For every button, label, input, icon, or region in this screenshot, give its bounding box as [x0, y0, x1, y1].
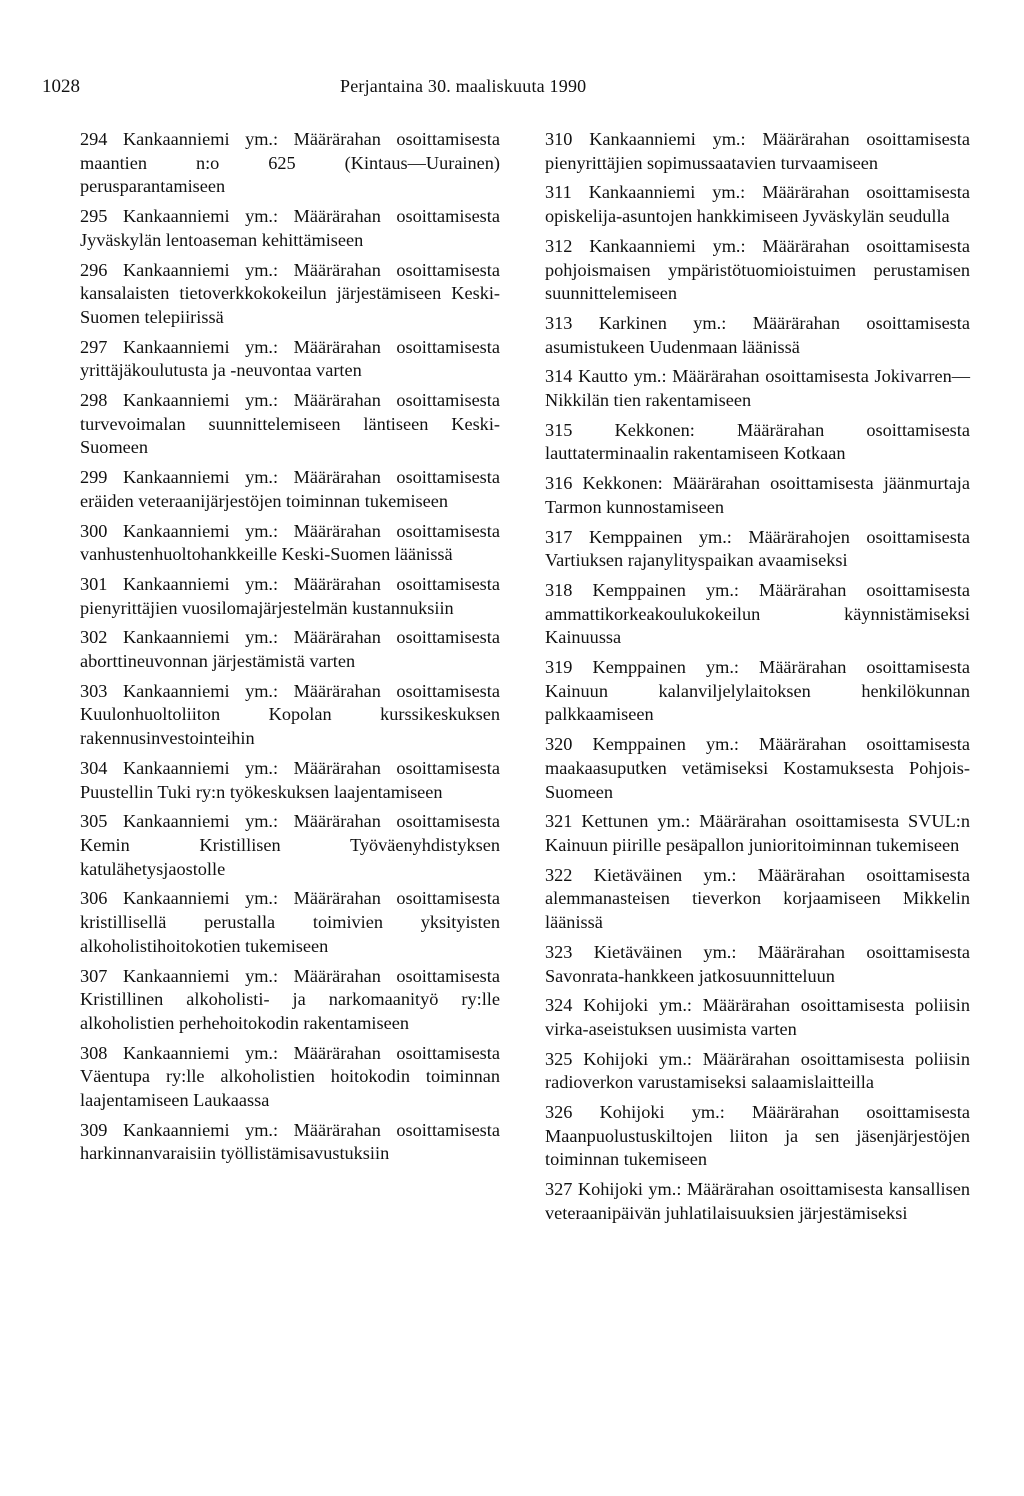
right-column — [545, 128, 970, 1232]
list-item: 301 Kankaanniemi ym.: Määrärahan osoittamisesta pienyrittäjien vuosilomajärjestelmän kustannuksiin — [80, 573, 500, 618]
list-item: 309 Kankaanniemi ym.: Määrärahan osoittamisesta harkinnanvaraisiin työllistämisavustuksiin — [80, 1119, 500, 1164]
list-item: 299 Kankaanniemi ym.: Määrärahan osoittamisesta eräiden veteraanijärjestöjen toiminnan tukemiseen — [80, 467, 500, 511]
list-item: 313 Karkinen ym.: Määrärahan osoittamisesta asumistukeen Uudenmaan läänissä — [545, 312, 970, 357]
list-item: 310 Kankaanniemi ym.: Määrärahan osoittamisesta pienyrittäjien sopimussaatavien turvaamiseen — [545, 129, 970, 173]
list-item: 327 Kohijoki ym.: Määrärahan osoittamisesta kansallisen veteraanipäivän juhlatilaisuuksien järjestämiseksi — [545, 1179, 970, 1223]
list-item: 315 Kekkonen: Määrärahan osoittamisesta lauttaterminaalin rakentamiseen Kotkaan — [545, 419, 970, 464]
list-item: 316 Kekkonen: Määrärahan osoittamisesta jäänmurtaja Tarmon kunnostamiseen — [545, 473, 970, 517]
list-item: 323 Kietäväinen ym.: Määrärahan osoittamisesta Savonrata-hankkeen jatkosuunnitteluun — [545, 941, 970, 986]
list-item: 312 Kankaanniemi ym.: Määrärahan osoittamisesta pohjoismaisen ympäristötuomioistuimen perustamisen suunnittelemiseen — [545, 235, 970, 304]
list-item: 304 Kankaanniemi ym.: Määrärahan osoittamisesta Puustellin Tuki ry:n työkeskuksen laajentamiseen — [80, 757, 500, 802]
list-item: 318 Kemppainen ym.: Määrärahan osoittamisesta ammattikorkeakoulukokeilun käynnistämiseksi Kainuussa — [545, 579, 970, 648]
list-item: 295 Kankaanniemi ym.: Määrärahan osoittamisesta Jyväskylän lentoaseman kehittämiseen — [80, 206, 500, 250]
list-item: 297 Kankaanniemi ym.: Määrärahan osoittamisesta yrittäjäkoulutusta ja -neuvontaa varten — [80, 336, 500, 381]
list-item: 298 Kankaanniemi ym.: Määrärahan osoittamisesta turvevoimalan suunnittelemiseen läntiseen Keski-Suomeen — [80, 390, 500, 458]
list-item: 314 Kautto ym.: Määrärahan osoittamisesta Jokivarren—Nikkilän tien rakentamiseen — [545, 366, 970, 411]
list-item: 321 Kettunen ym.: Määrärahan osoittamisesta SVUL:n Kainuun piirille pesäpallon junioritoiminnan tukemiseen — [545, 811, 970, 855]
list-item: 324 Kohijoki ym.: Määrärahan osoittamisesta poliisin virka-aseistuksen uusimista varten — [545, 995, 970, 1039]
list-item: 300 Kankaanniemi ym.: Määrärahan osoittamisesta vanhustenhuoltohankkeille Keski-Suomen läänissä — [80, 520, 500, 565]
list-item: 305 Kankaanniemi ym.: Määrärahan osoittamisesta Kemin Kristillisen Työväenyhdistyksen katulähetysjaostolle — [80, 811, 500, 879]
list-item: 306 Kankaanniemi ym.: Määrärahan osoittamisesta kristillisellä perustalla toimivien yksityisten alkoholistihoitokotien tukemiseen — [80, 888, 500, 956]
list-item: 307 Kankaanniemi ym.: Määrärahan osoittamisesta Kristillinen alkoholisti- ja narkomaanityö ry:lle alkoholistien perhehoitokodin rakentamiseen — [80, 965, 500, 1033]
list-item: 296 Kankaanniemi ym.: Määrärahan osoittamisesta kansalaisten tietoverkkokokeilun järjestämiseen Keski-Suomen telepiirissä — [80, 259, 500, 327]
list-item: 294 Kankaanniemi ym.: Määrärahan osoittamisesta maantien n:o 625 (Kintaus—Uurainen) perusparantamiseen — [80, 129, 500, 197]
page-number: 1028 — [42, 76, 80, 97]
list-item: 325 Kohijoki ym.: Määrärahan osoittamisesta poliisin radioverkon varustamiseksi salaamislaitteilla — [545, 1048, 970, 1093]
list-item: 317 Kemppainen ym.: Määrärahojen osoittamisesta Vartiuksen rajanylityspaikan avaamiseksi — [545, 526, 970, 571]
list-item: 308 Kankaanniemi ym.: Määrärahan osoittamisesta Väentupa ry:lle alkoholistien hoitokodin toiminnan laajentamiseen Laukaassa — [80, 1042, 500, 1111]
running-title: Perjantaina 30. maaliskuuta 1990 — [340, 76, 587, 96]
left-column — [80, 128, 500, 1172]
list-item: 319 Kemppainen ym.: Määrärahan osoittamisesta Kainuun kalanviljelylaitoksen henkilökunnan palkkaamiseen — [545, 657, 970, 725]
list-item: 302 Kankaanniemi ym.: Määrärahan osoittamisesta aborttineuvonnan järjestämistä varten — [80, 627, 500, 672]
list-item: 322 Kietäväinen ym.: Määrärahan osoittamisesta alemmanasteisen tieverkon korjaamiseen Mikkelin läänissä — [545, 864, 970, 933]
list-item: 320 Kemppainen ym.: Määrärahan osoittamisesta maakaasuputken vetämiseksi Kostamuksesta Pohjois-Suomeen — [545, 734, 970, 802]
list-item: 311 Kankaanniemi ym.: Määrärahan osoittamisesta opiskelija-asuntojen hankkimiseen Jyväskylän seudulla — [545, 182, 970, 227]
list-item: 303 Kankaanniemi ym.: Määrärahan osoittamisesta Kuulonhuoltoliiton Kopolan kurssikeskuksen rakennusinvestointeihin — [80, 680, 500, 749]
list-item: 326 Kohijoki ym.: Määrärahan osoittamisesta Maanpuolustuskiltojen liiton ja sen jäsenjärjestöjen toiminnan tukemiseen — [545, 1102, 970, 1170]
